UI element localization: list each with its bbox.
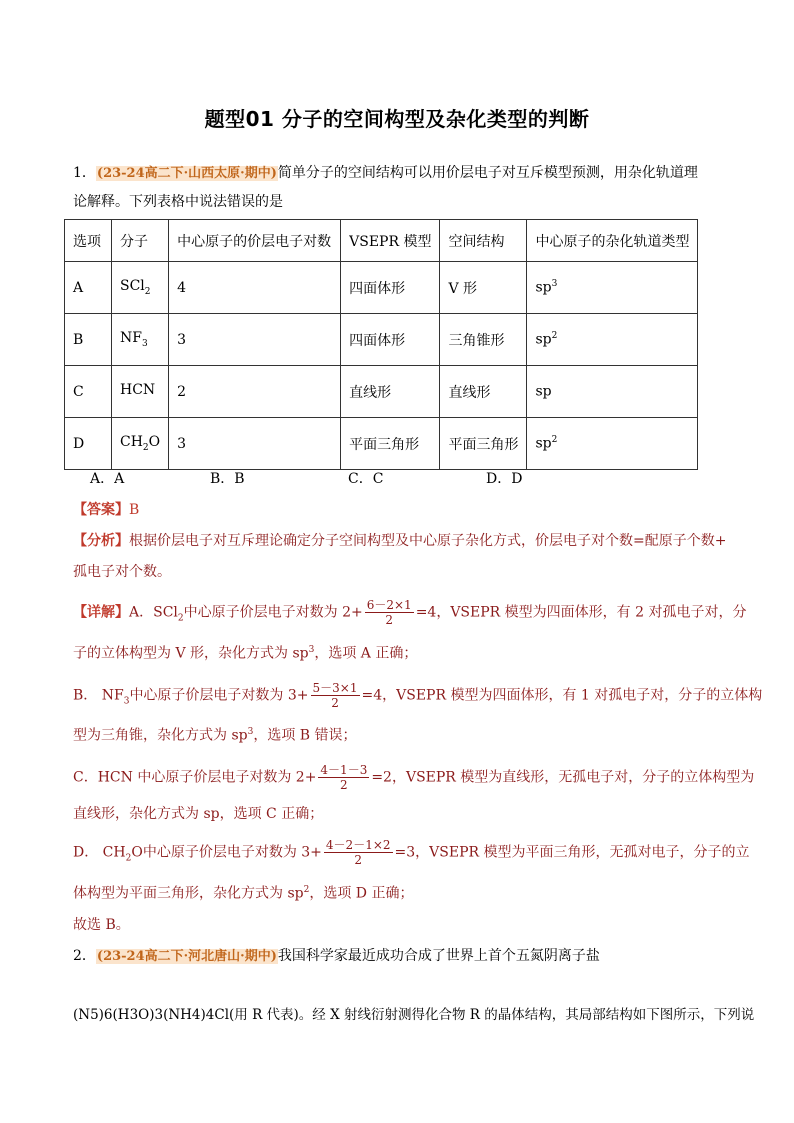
analysis-line1 xyxy=(73,531,726,551)
page-title: 题型01 分子的空间构型及杂化类型的判断 xyxy=(204,107,590,131)
conclusion: 故选 B。 xyxy=(73,917,130,933)
cell-molecule: $CH_2O$ xyxy=(112,418,169,470)
cell-option: A xyxy=(65,262,112,314)
q2-number: 2． xyxy=(73,948,96,964)
cell-pairs: 4 xyxy=(169,262,341,314)
fraction-a: $\frac{6-2\times 1}{2}$ xyxy=(366,598,412,627)
cell-hybrid: $sp^2$ xyxy=(527,418,698,470)
cell-shape: 直线形 xyxy=(440,366,527,418)
header-pairs: 中心原子的价层电子对数 xyxy=(169,220,341,262)
cell-vsepr: 四面体形 xyxy=(341,262,440,314)
q1-stem-line2: 论解释。下列表格中说法错误的是 xyxy=(73,194,283,210)
q2-stem-line2: (N5)6(H3O)3(NH4)4Cl(用 R 代表)。经 X 射线衍射测得化合物 R 的晶体结构，其局部结构如下图所示，下列说 xyxy=(73,1007,755,1023)
fraction-b: $\frac{5-3\times 1}{2}$ xyxy=(312,681,358,710)
answer-value: B xyxy=(129,502,140,518)
header-shape: 空间结构 xyxy=(440,220,527,262)
analysis-label: 【分析】 xyxy=(73,533,129,549)
cell-molecule: SCl$_2$ xyxy=(112,262,169,314)
detail-b-line1: B． $NF_3$中心原子价层电子对数为 3+ $\frac{5-3\times 1}{2}$ =4，VSEPR 模型为四面体形，有 1 对孤电子对，分子的立体构 xyxy=(73,681,763,710)
option-a[interactable]: A．A xyxy=(90,471,125,487)
detail-label: 【详解】 xyxy=(73,604,129,621)
q1-number: 1． xyxy=(73,165,96,181)
table-row xyxy=(65,418,698,470)
cell-option: C xyxy=(65,366,112,418)
q1-table xyxy=(64,219,698,470)
cell-vsepr: 平面三角形 xyxy=(341,418,440,470)
cell-molecule: $NF_3$ xyxy=(112,314,169,366)
cell-pairs: 2 xyxy=(169,366,341,418)
q2-source-badge: (23-24高二下·河北唐山·期中) xyxy=(96,949,277,964)
q2-stem-line1 xyxy=(73,946,600,967)
cell-option: B xyxy=(65,314,112,366)
header-hybrid: 中心原子的杂化轨道类型 xyxy=(527,220,698,262)
analysis-line2: 孤电子对个数。 xyxy=(73,564,171,580)
option-d[interactable]: D．D xyxy=(486,471,523,487)
cell-vsepr: 四面体形 xyxy=(341,314,440,366)
answer-line xyxy=(73,500,139,520)
fraction-d: $\frac{4-2-1\times 2}{2}$ xyxy=(325,838,391,867)
fraction-c: $\frac{4-1-3}{2}$ xyxy=(320,763,368,792)
cell-shape: 三角锥形 xyxy=(440,314,527,366)
option-c[interactable]: C．C xyxy=(348,471,384,487)
q1-source-badge: (23-24高二下·山西太原·期中) xyxy=(96,166,277,181)
detail-c-line2: 直线形，杂化方式为 sp，选项 C 正确； xyxy=(73,806,324,822)
detail-b-line2: 型为三角锥，杂化方式为 $sp^3$，选项 B 错误； xyxy=(73,727,357,744)
cell-option: D xyxy=(65,418,112,470)
detail-c-line1: C．HCN 中心原子价层电子对数为 2+ $\frac{4-1-3}{2}$ =2，VSEPR 模型为直线形，无孤电子对，分子的立体构型为 xyxy=(73,763,755,792)
option-b[interactable]: B．B xyxy=(210,471,245,487)
detail-a-line2: 子的立体构型为 V 形，杂化方式为 $sp^3$，选项 A 正确； xyxy=(73,645,418,662)
cell-hybrid: $sp^2$ xyxy=(527,314,698,366)
answer-label: 【答案】 xyxy=(73,502,129,518)
q2-stem-text: 我国科学家最近成功合成了世界上首个五氮阴离子盐 xyxy=(277,948,600,964)
cell-hybrid: sp xyxy=(527,366,698,418)
q1-stem-text: 简单分子的空间结构可以用价层电子对互斥模型预测，用杂化轨道理 xyxy=(277,165,698,181)
detail-d-line1: D． $CH_2O$中心原子价层电子对数为 3+ $\frac{4-2-1\times 2}{2}$ =3，VSEPR 模型为平面三角形，无孤对电子，分子的立 xyxy=(73,838,750,867)
header-molecule: 分子 xyxy=(112,220,169,262)
detail-d-line2: 体构型为平面三角形，杂化方式为 $sp^2$，选项 D 正确； xyxy=(73,885,414,902)
q1-stem-line1 xyxy=(73,163,698,184)
cell-pairs: 3 xyxy=(169,418,341,470)
cell-hybrid: $sp^3$ xyxy=(527,262,698,314)
cell-vsepr: 直线形 xyxy=(341,366,440,418)
cell-pairs: 3 xyxy=(169,314,341,366)
header-vsepr: VSEPR 模型 xyxy=(341,220,440,262)
table-row xyxy=(65,314,698,366)
cell-molecule: HCN xyxy=(112,366,169,418)
detail-a-line1: 【详解】A．SCl$_2$中心原子价层电子对数为 2+ $\frac{6-2\times 1}{2}$ =4，VSEPR 模型为四面体形，有 2 对孤电子对，分 xyxy=(73,598,747,627)
table-row xyxy=(65,262,698,314)
table-header-row xyxy=(65,220,698,262)
cell-shape: V 形 xyxy=(440,262,527,314)
table-row xyxy=(65,366,698,418)
header-option: 选项 xyxy=(65,220,112,262)
cell-shape: 平面三角形 xyxy=(440,418,527,470)
analysis-text: 根据价层电子对互斥理论确定分子空间构型及中心原子杂化方式，价层电子对个数=配原子个数+ xyxy=(129,533,727,549)
